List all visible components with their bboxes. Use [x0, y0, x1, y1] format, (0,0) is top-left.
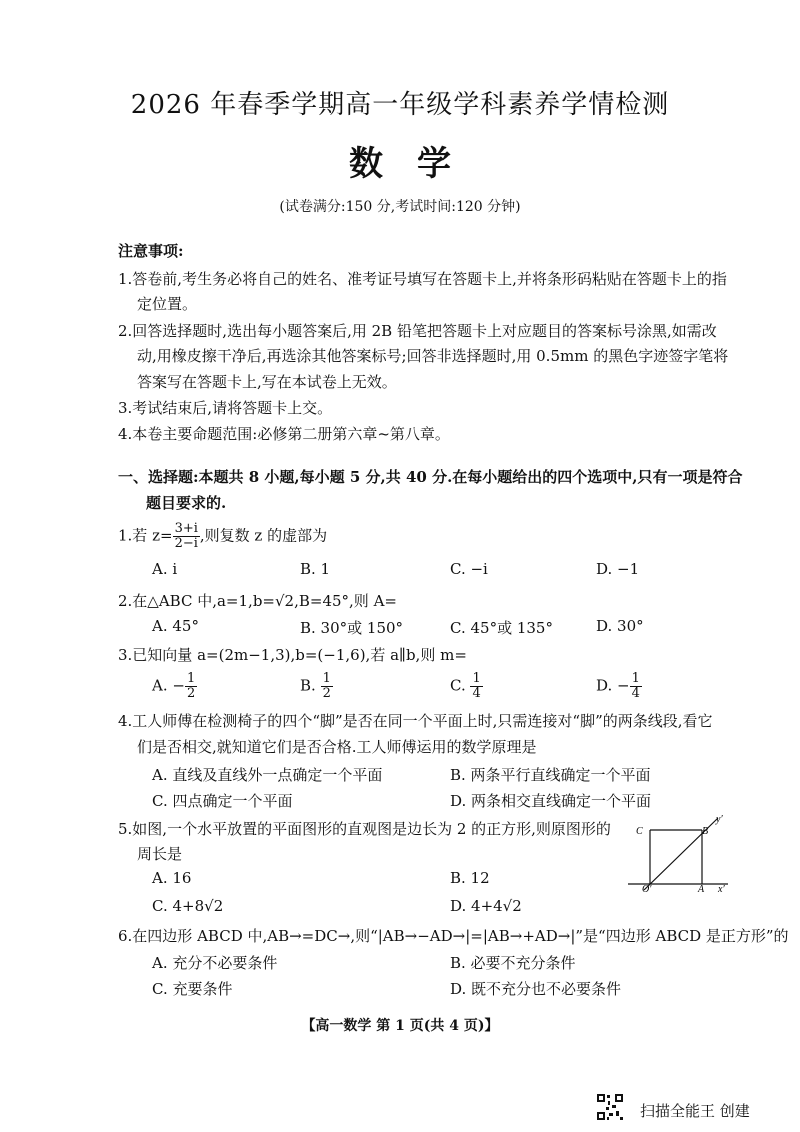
q3-a-fraction — [185, 672, 197, 701]
page-footer: 【高一数学 第 1 页(共 4 页)】 — [301, 1018, 499, 1034]
label-a: A — [698, 884, 705, 892]
subject-title: 数学 — [349, 144, 485, 184]
q3-d-num: 1 — [631, 671, 640, 686]
note-line: 定位置。 — [137, 295, 198, 313]
q3-a-den: 2 — [186, 686, 196, 701]
note-line: 3.考试结束后,请将答题卡上交。 — [118, 399, 333, 417]
q3-b-fraction — [321, 672, 333, 701]
q3-d-den: 4 — [631, 686, 640, 701]
q4-option-b: B. 两条平行直线确定一个平面 — [450, 766, 651, 784]
question-2-stem: 2.在△ABC 中,a=1,b=√2,B=45°,则 A= — [118, 592, 397, 610]
q5-option-a: A. 16 — [152, 869, 192, 887]
q3-d-fraction — [630, 672, 642, 701]
q6-option-a: A. 充分不必要条件 — [152, 954, 278, 972]
question-5-stem: 5.如图,一个水平放置的平面图形的直观图是边长为 2 的正方形,则原图形的 — [118, 820, 611, 838]
question-6-stem: 6.在四边形 ABCD 中,AB→=DC→,则“|AB→−AD→|=|AB→+AD→|”是“四边形 ABCD 是正方形”的 — [118, 927, 789, 945]
q2-option-c: C. 45°或 135° — [450, 619, 553, 637]
q4-option-d: D. 两条相交直线确定一个平面 — [450, 792, 652, 810]
q1-option-d: D. −1 — [596, 560, 640, 578]
q3-option-c — [450, 672, 483, 701]
note-line: 4.本卷主要命题范围:必修第二册第六章~第八章。 — [118, 425, 450, 443]
note-line: 1.答卷前,考生务必将自己的姓名、准考证号填写在答题卡上,并将条形码粘贴在答题卡上的指 — [118, 270, 727, 288]
q3-b-num: 1 — [322, 671, 331, 686]
label-y: y′ — [716, 814, 723, 825]
q5-option-b: B. 12 — [450, 869, 490, 887]
q3-a-label: A. − — [152, 676, 185, 695]
question-5-stem-cont: 周长是 — [137, 845, 183, 863]
section1-instructions-cont: 题目要求的. — [146, 494, 227, 512]
label-x: x′ — [718, 884, 725, 892]
q6-option-c: C. 充要条件 — [152, 980, 233, 998]
q2-option-a: A. 45° — [152, 617, 199, 635]
label-b: B — [702, 826, 709, 837]
q1-option-b: B. 1 — [300, 560, 331, 578]
q3-c-num: 1 — [472, 671, 481, 686]
q1-pre: 1.若 z= — [118, 526, 173, 545]
label-origin: O′ — [642, 884, 652, 892]
q3-option-a — [152, 672, 197, 701]
q3-b-label: B. — [300, 676, 321, 695]
q3-a-num: 1 — [186, 671, 196, 686]
question-3-stem: 3.已知向量 a=(2m−1,3),b=(−1,6),若 a∥b,则 m= — [118, 646, 467, 664]
q3-d-label: D. − — [596, 676, 630, 695]
q1-option-a: A. i — [152, 560, 178, 578]
q1-denominator: 2−i — [174, 536, 198, 551]
q1-post: ,则复数 z 的虚部为 — [199, 526, 328, 545]
scanner-watermark: 扫描全能王 创建 — [640, 1102, 750, 1120]
question-4-stem: 4.工人师傅在检测椅子的四个“脚”是否在同一个平面上时,只需连接对“脚”的两条线段,看它 — [118, 712, 713, 730]
question-4-stem-cont: 们是否相交,就知道它们是否合格.工人师傅运用的数学原理是 — [137, 738, 537, 756]
q1-fraction — [173, 522, 200, 551]
q1-option-c: C. −i — [450, 560, 488, 578]
q2-option-d: D. 30° — [596, 617, 644, 635]
q3-c-label: C. — [450, 676, 471, 695]
exam-title: 2026 年春季学期高一年级学科素养学情检测 — [130, 90, 670, 120]
section1-instructions: 一、选择题:本题共 8 小题,每小题 5 分,共 40 分.在每小题给出的四个选项中,只有一项是符合 — [118, 468, 743, 486]
q3-c-den: 4 — [472, 686, 481, 701]
q3-option-d — [596, 672, 642, 701]
q3-option-b — [300, 672, 333, 701]
q2-option-b: B. 30°或 150° — [300, 619, 404, 637]
q5-option-c: C. 4+8√2 — [152, 897, 224, 915]
note-line: 2.回答选择题时,选出每小题答案后,用 2B 铅笔把答题卡上对应题目的答案标号涂黑,如需改 — [118, 322, 717, 340]
notes-heading: 注意事项: — [118, 242, 184, 260]
q3-b-den: 2 — [322, 686, 331, 701]
q1-numerator: 3+i — [174, 521, 198, 536]
q5-option-d: D. 4+4√2 — [450, 897, 522, 915]
q6-option-b: B. 必要不充分条件 — [450, 954, 576, 972]
note-line: 动,用橡皮擦干净后,再选涂其他答案标号;回答非选择题时,用 0.5mm 的黑色字迹签字笔将 — [137, 347, 729, 365]
qr-code-icon — [596, 1093, 624, 1121]
exam-meta: (试卷满分:150 分,考试时间:120 分钟) — [279, 199, 521, 215]
q4-option-a: A. 直线及直线外一点确定一个平面 — [152, 766, 383, 784]
question-1-stem — [118, 522, 327, 551]
note-line: 答案写在答题卡上,写在本试卷上无效。 — [137, 373, 397, 391]
q4-option-c: C. 四点确定一个平面 — [152, 792, 293, 810]
q5-figure — [622, 812, 732, 892]
label-c: C — [636, 826, 643, 837]
q3-c-fraction — [470, 672, 482, 701]
q6-option-d: D. 既不充分也不必要条件 — [450, 980, 622, 998]
